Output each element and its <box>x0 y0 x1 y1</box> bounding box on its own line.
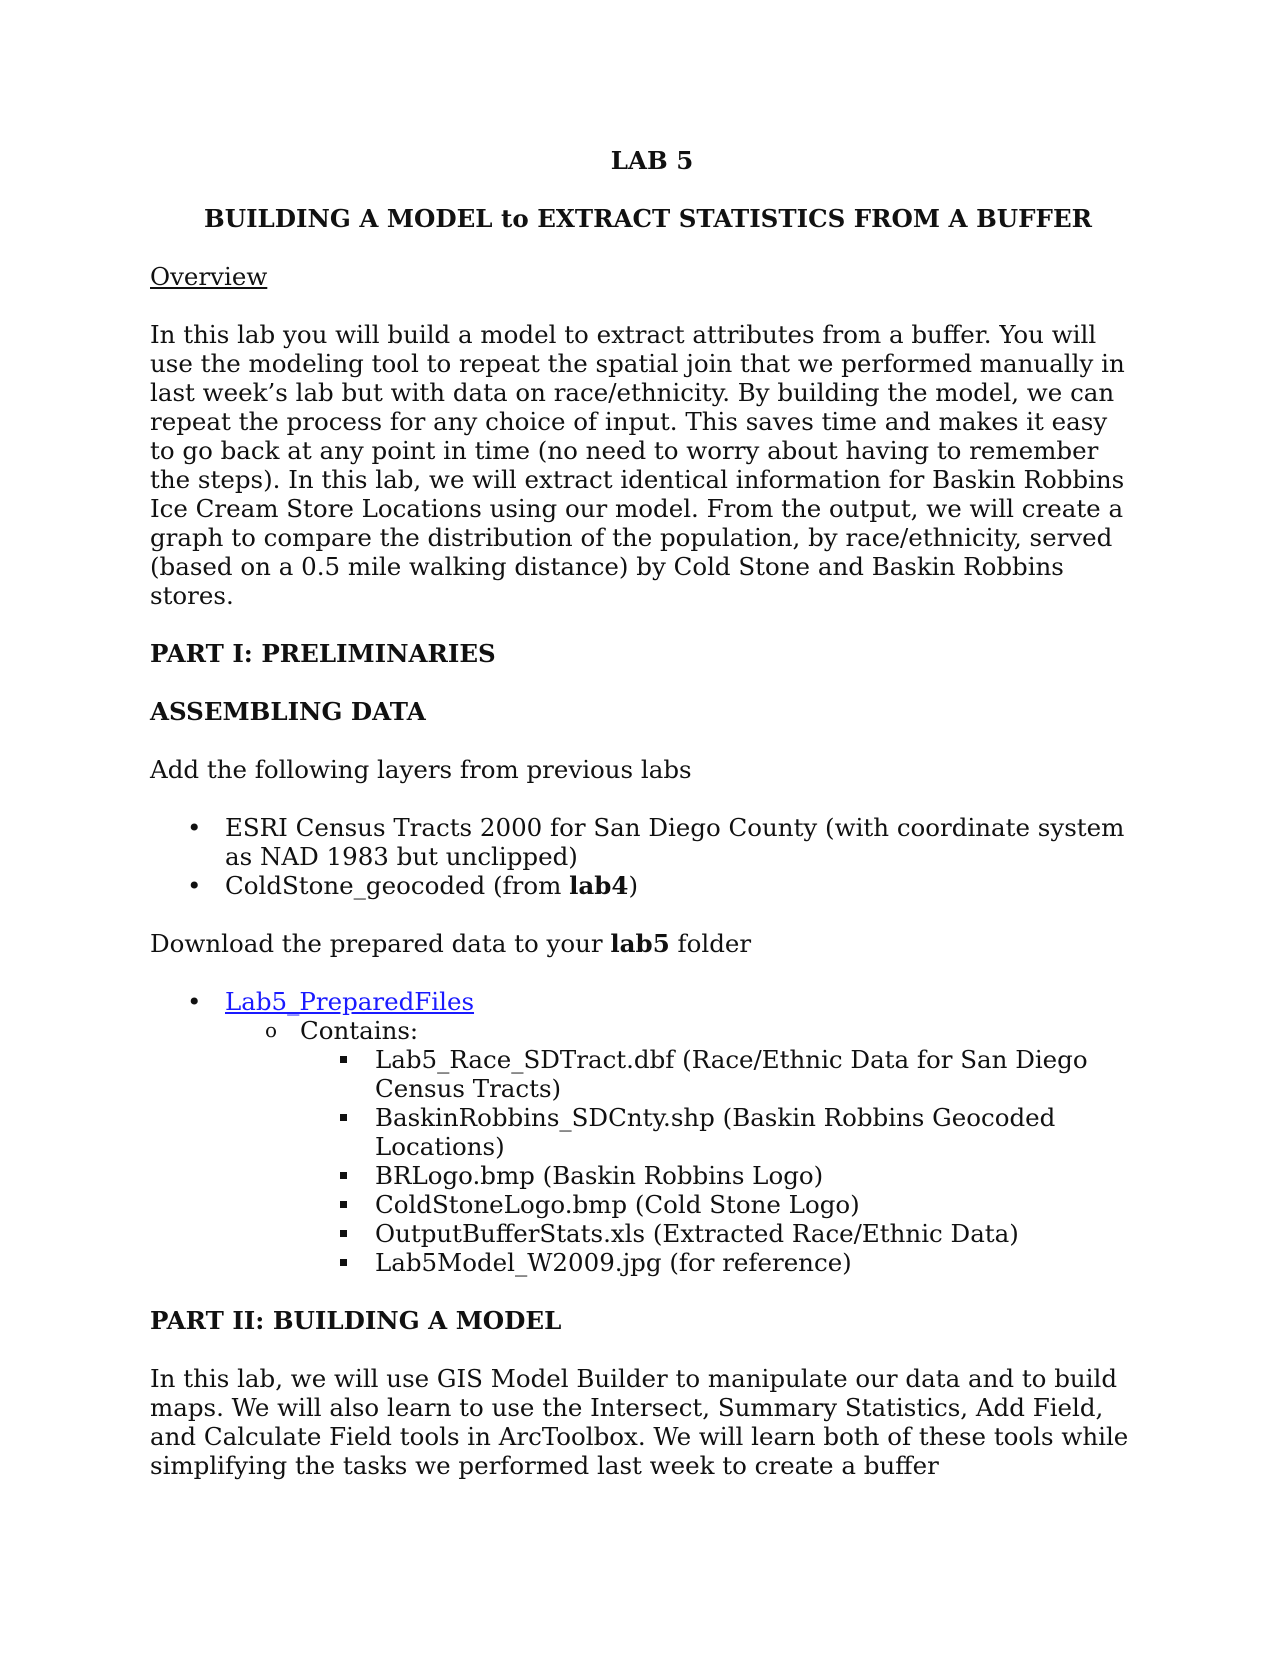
layer-item-bold: lab4 <box>569 871 629 900</box>
assembling-data-heading: ASSEMBLING DATA <box>150 697 426 726</box>
download-text <box>150 929 1130 958</box>
contains-label: Contains: <box>300 1016 419 1045</box>
page-subtitle: BUILDING A MODEL to EXTRACT STATISTICS FROM A BUFFER <box>204 204 1092 233</box>
files-list <box>300 1045 1130 1277</box>
prepared-files-link[interactable]: Lab5_PreparedFiles <box>225 987 475 1016</box>
overview-paragraph: In this lab you will build a model to extract attributes from a buffer. You will use the modeling tool to repeat the spatial join that we performed manually in last week’s lab but with data on race/ethnicity. By building the model, we can repeat the process for any choice of input. This saves time and makes it easy to go back at any point in time (no need to worry about having to remember the steps). In this lab, we will extract identical information for Baskin Robbins Ice Cream Store Locations using our model. From the output, we will create a graph to compare the distribution of the population, by race/ethnicity, served (based on a 0.5 mile walking distance) by Cold Stone and Baskin Robbins stores. <box>150 320 1125 610</box>
prepared-files-list <box>150 987 1130 1277</box>
layer-item-coldstone <box>150 871 1130 900</box>
contains-list <box>225 1016 1130 1277</box>
part2-paragraph: In this lab, we will use GIS Model Builder to manipulate our data and to build maps. We will also learn to use the Intersect, Summary Statistics, Add Field, and Calculate Field tools in ArcToolbox. We will learn both of these tools while simplifying the tasks we performed last week to create a buffer <box>150 1364 1129 1480</box>
overview-heading: Overview <box>150 262 268 291</box>
contains-item <box>225 1016 1130 1277</box>
download-folder: lab5 <box>610 929 670 958</box>
part1-heading: PART I: PRELIMINARIES <box>150 639 496 668</box>
layer-item-suffix: ) <box>628 871 639 900</box>
file-item: Lab5_Race_SDTract.dbf (Race/Ethnic Data for San Diego Census Tracts) <box>300 1045 1130 1103</box>
layer-item-census-tracts <box>150 813 1130 871</box>
layer-item-prefix: ColdStone_geocoded (from <box>225 871 570 900</box>
file-item: BRLogo.bmp (Baskin Robbins Logo) <box>300 1161 1130 1190</box>
add-layers-text: Add the following layers from previous labs <box>150 755 692 784</box>
download-suffix: folder <box>669 929 752 958</box>
layer-item-text: ESRI Census Tracts 2000 for San Diego County (with coordinate system as NAD 1983 but unclipped) <box>225 813 1125 871</box>
prepared-files-item <box>150 987 1130 1277</box>
file-item: Lab5Model_W2009.jpg (for reference) <box>300 1248 1130 1277</box>
part2-heading: PART II: BUILDING A MODEL <box>150 1306 562 1335</box>
file-item: OutputBufferStats.xls (Extracted Race/Ethnic Data) <box>300 1219 1130 1248</box>
layers-list <box>150 813 1130 900</box>
file-item: BaskinRobbins_SDCnty.shp (Baskin Robbins Geocoded Locations) <box>300 1103 1130 1161</box>
download-prefix: Download the prepared data to your <box>150 929 611 958</box>
page-title: LAB 5 <box>610 146 694 175</box>
file-item: ColdStoneLogo.bmp (Cold Stone Logo) <box>300 1190 1130 1219</box>
